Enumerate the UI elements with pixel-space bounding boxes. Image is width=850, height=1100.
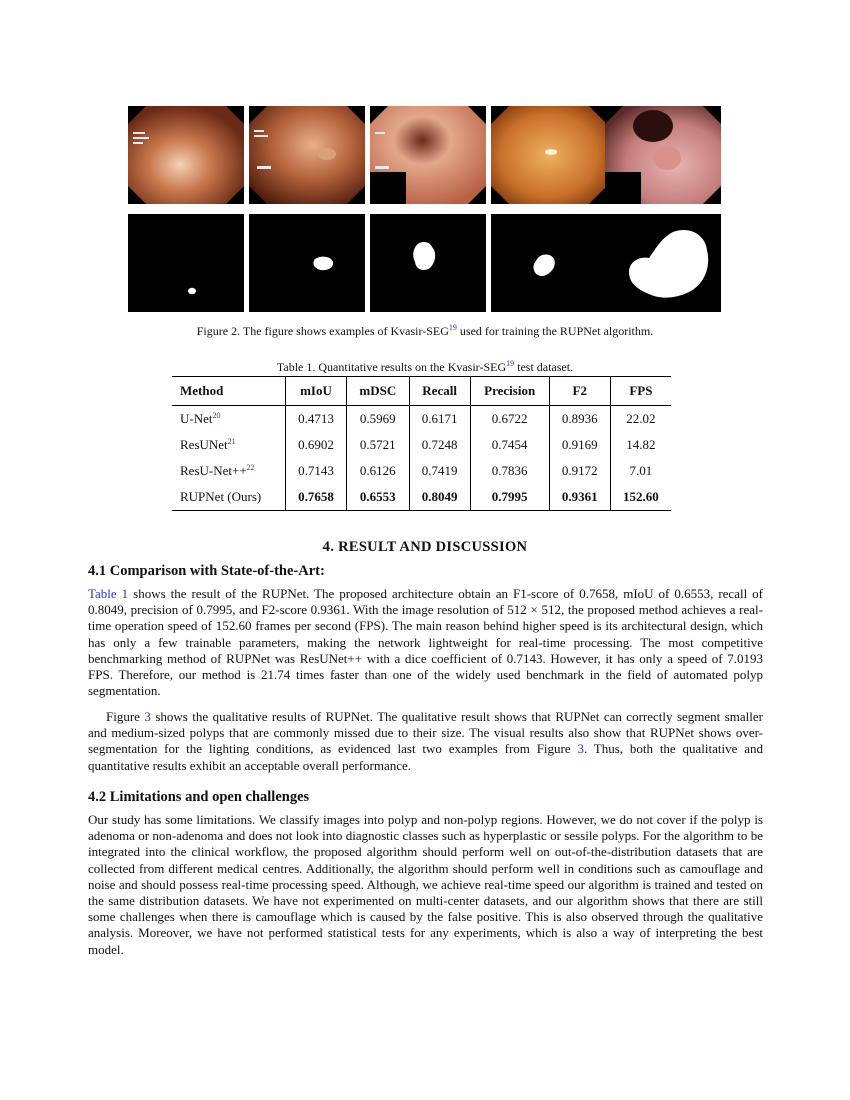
paragraph: Our study has some limitations. We classify images into polyp and non-polyp regions. However, we do not cover if the polyp is adenoma or non-adenoma and does not look into diagnostic classes such as hyperplastic or sessile polyps. For the algorithm to be integrated into the clinical workflow, the proposed algorithm should perform well on out-of-the-distribution datasets that are collected from different medical centres. Additionally, the algorithm should perform well in conditions such as camouflage and noise and should possess real-time processing speed. Although, we achieve real-time speed our algorithm is trained and tested on the same distribution datasets. We have not experimented on multi-center datasets, and our algorithm shows that there are still some challenges when there is camouflage which is caused by the false positive. This is also observed through the qualitative analysis. Moreover, we have not performed statistical tests for any experiments, which is also a way of interpreting the best model. xyxy=(88,812,763,957)
segmentation-mask xyxy=(605,214,721,312)
value-cell: 14.82 xyxy=(610,432,671,458)
col-header: mDSC xyxy=(347,377,409,406)
col-header: FPS xyxy=(610,377,671,406)
paragraph: Figure 3 shows the qualitative results of RUPNet. The qualitative result shows that RUPNet can correctly segment smaller and medium-sized polyps that are commonly missed due to their size. The visual results also show that RUPNet shows over-segmentation for the lighting conditions, as evidenced last two examples from Figure 3. Thus, both the qualitative and quantitative results exhibit an acceptable overall performance. xyxy=(88,709,763,773)
col-header: mIoU xyxy=(285,377,346,406)
value-cell: 0.7454 xyxy=(470,432,549,458)
segmentation-mask xyxy=(370,214,486,312)
value-cell: 22.02 xyxy=(610,406,671,433)
value-cell: 0.9172 xyxy=(549,458,610,484)
subsection-title: 4.1 Comparison with State-of-the-Art: xyxy=(88,563,325,579)
endoscopy-image xyxy=(128,106,244,204)
table-header-row xyxy=(172,377,671,406)
value-cell: 0.7143 xyxy=(285,458,346,484)
value-cell: 152.60 xyxy=(610,484,671,511)
table-row xyxy=(172,458,671,484)
table-row xyxy=(172,432,671,458)
figure-ref-link[interactable]: 3 xyxy=(577,741,584,757)
value-cell: 0.7658 xyxy=(285,484,346,511)
col-header: F2 xyxy=(549,377,610,406)
endoscopy-image xyxy=(370,106,486,204)
figure-caption xyxy=(0,324,850,338)
value-cell: 0.4713 xyxy=(285,406,346,433)
section-title: 4. RESULT AND DISCUSSION xyxy=(322,539,528,555)
value-cell: 0.6553 xyxy=(347,484,409,511)
value-cell: 0.7419 xyxy=(409,458,470,484)
figure-ref-link[interactable]: 3 xyxy=(144,709,151,724)
value-cell: 0.8936 xyxy=(549,406,610,433)
endoscopy-image xyxy=(249,106,365,204)
value-cell: 0.9361 xyxy=(549,484,610,511)
citation-ref[interactable]: 22 xyxy=(246,463,255,472)
endoscopy-image xyxy=(605,106,721,204)
segmentation-mask xyxy=(249,214,365,312)
value-cell: 7.01 xyxy=(610,458,671,484)
segmentation-mask xyxy=(491,214,607,312)
paragraph: Table 1 shows the result of the RUPNet. The proposed architecture obtain an F1-score of 0.7658, mIoU of 0.6553, recall of 0.8049, precision of 0.7995, and F2-score 0.9361. With the image resolution of 512 × 512, the proposed method achieves a real-time operation speed of 152.60 frames per second (FPS). The main reason behind higher speed is its architectural design, which has only a few trainable parameters, making the network lightweight for real-time processing. The most competitive benchmarking method of RUPNet was ResUNet++ with a dice coefficient of 0.7143. However, it has only a speed of 7.0193 FPS. Therefore, our method is 21.74 times faster than one of the widely used benchmark in the field of automated polyp segmentation. xyxy=(88,586,763,699)
method-cell: ResU-Net++$^{22}$ xyxy=(180,463,255,478)
results-table xyxy=(172,376,671,511)
table-caption-text: Table 1. Quantitative results on the Kvasir-SEG xyxy=(276,360,507,374)
table-row xyxy=(172,406,671,433)
value-cell: 0.7995 xyxy=(470,484,549,511)
value-cell: 0.6126 xyxy=(347,458,409,484)
table-caption xyxy=(0,360,850,374)
table-ref-link[interactable]: Table 1 xyxy=(88,586,129,601)
value-cell: 0.6902 xyxy=(285,432,346,458)
col-header: Precision xyxy=(470,377,549,406)
value-cell: 0.8049 xyxy=(409,484,470,511)
figure-caption-text: used for training the RUPNet algorithm. xyxy=(456,324,654,338)
col-header: Recall xyxy=(409,377,470,406)
value-cell: 0.5969 xyxy=(347,406,409,433)
col-header: Method xyxy=(172,377,285,406)
value-cell: 0.5721 xyxy=(347,432,409,458)
method-cell: ResUNet$^{21}$ xyxy=(180,437,236,452)
value-cell: 0.6171 xyxy=(409,406,470,433)
method-cell: U-Net$^{20}$ xyxy=(180,411,221,426)
value-cell: 0.6722 xyxy=(470,406,549,433)
subsection-title: 4.2 Limitations and open challenges xyxy=(88,789,310,805)
endoscopy-image xyxy=(491,106,607,204)
figure-caption-text: Figure 2. The figure shows examples of Kvasir-SEG xyxy=(196,324,449,338)
citation-ref[interactable]: 20 xyxy=(212,411,221,420)
table-caption-text: test dataset. xyxy=(514,360,574,374)
segmentation-mask xyxy=(128,214,244,312)
value-cell: 0.9169 xyxy=(549,432,610,458)
figure-2 xyxy=(128,106,721,314)
value-cell: 0.7248 xyxy=(409,432,470,458)
citation-ref[interactable]: 19 xyxy=(506,359,515,368)
citation-ref[interactable]: 19 xyxy=(448,323,457,332)
value-cell: 0.7836 xyxy=(470,458,549,484)
method-cell: RUPNet (Ours) xyxy=(172,484,285,511)
citation-ref[interactable]: 21 xyxy=(227,437,236,446)
table-row xyxy=(172,484,671,511)
